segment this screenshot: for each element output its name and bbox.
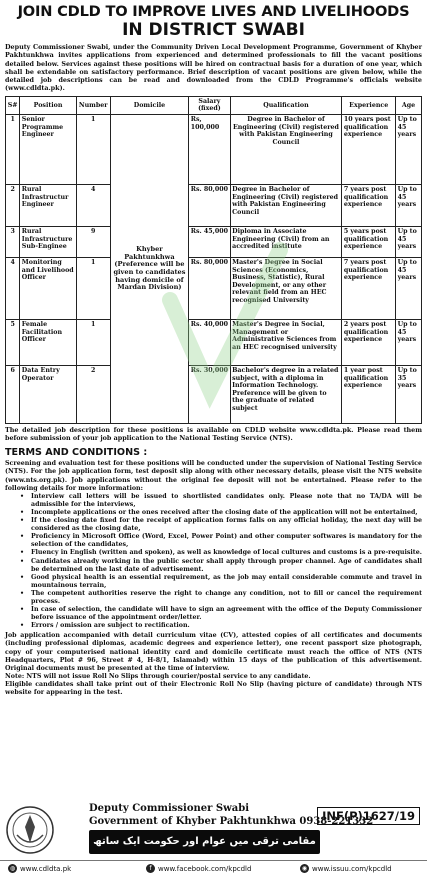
cell-qualification: Degree in Bachelor of Engineering (Civil) registered with Pakistan Engineering Council [230,184,342,226]
issuu-icon: ◉ [301,865,308,872]
cell-sn: 3 [6,226,20,257]
cell-position: Female Facilitation Officer [20,319,77,365]
col-experience: Experience [342,96,396,114]
list-item: • Proficiency in Microsoft Office (Word, Excel, Power Point) and other computer softwares is mandatory for the selection of the candidates, [20,533,422,549]
cell-sn: 1 [6,114,20,184]
cell-position: Monitoring and Livelihood Officer [20,257,77,319]
bullet-icon: • [20,533,25,541]
roll-no-paragraph: Eligible candidates shall take print out of their Electronic Roll No Slip (having picture of candidate) through NTS website for appearing in the test. [5,680,422,696]
cell-number: 1 [76,257,110,319]
cell-sn: 5 [6,319,20,365]
cell-age: Up to 35 years [396,365,422,423]
bullet-icon: • [20,606,25,614]
cell-salary: Rs. 45,000 [189,226,230,257]
bullet-icon: • [20,492,25,500]
reference-number: INF(P)1627/19 [317,807,420,825]
cell-qualification: Diploma in Associate Engineering (Civil) from an accredited institute [230,226,342,257]
list-item: • Good physical health is an essential requirement, as the job may entail considerable commute and travel in mountainous terrain, [20,573,422,589]
list-item: • If the closing date fixed for the receipt of application forms falls on any official holiday, the next day will be considered as the closing date, [20,517,422,533]
bullet-icon: • [20,573,25,581]
bullet-icon: • [20,557,25,565]
list-item: • Interview call letters will be issued to shortlisted candidates only. Please note that no TA/DA will be admissible for the interviews, [20,492,422,508]
cell-number: 1 [76,319,110,365]
bullet-icon: • [20,589,25,597]
footer-bar [0,860,427,876]
col-domicile: Domicile [110,96,189,114]
footer-website[interactable]: ◍ www.cdldta.pk [9,864,72,873]
cell-age: Up to 45 years [396,319,422,365]
cell-number: 4 [76,184,110,226]
cell-number: 1 [76,114,110,184]
col-position: Position [20,96,77,114]
list-item: • Fluency in English (written and spoken), as well as knowledge of local cultures and customs is a pre-requisite. [20,549,422,557]
cell-experience: 1 year post qualification experience [342,365,396,423]
job-description-note: The detailed job description for these positions is available on CDLD website www.cdldta.pk. Please read them before submission of your job application to the National Testing Service (NTS). [5,425,422,443]
cell-position: Data Entry Operator [20,365,77,423]
terms-list [5,493,422,631]
signatory-title: Deputy Commissioner Swabi [89,803,250,814]
list-item: • In case of selection, the candidate will have to sign an agreement with the office of the Deputy Commissioner before issuance of the appointment order/letter. [20,606,422,622]
cell-qualification: Master's Degree in Social Sciences (Economics, Business, Statistic), Rural Development, or any other relevant field from an HEC recognised University [230,257,342,319]
bullet-icon: • [20,517,25,525]
cell-experience: 2 years post qualification experience [342,319,396,365]
cell-salary: Rs. 80,000 [189,257,230,319]
cell-sn: 2 [6,184,20,226]
table-row [6,257,422,319]
cell-salary: Rs. 30,000 [189,365,230,423]
globe-icon: ◍ [9,865,16,872]
bullet-icon: • [20,549,25,557]
cell-position: Rural Infrastructur Engineer [20,184,77,226]
col-number: Number [76,96,110,114]
cell-domicile: Khyber Pakhtunkhwa (Preference will be given to candidates having domicile of Mardan Division) [110,114,189,423]
intro-paragraph: Deputy Commissioner Swabi, under the Community Driven Local Development Programme, Government of Khyber Pakhtunkhwa invites applications from experienced and determined professionals to fill the vacant positions detailed below. Services against these positions will be hired on contractual basis for a duration of one year, which shall be extendable on satisfactory performance. Brief description of vacant positions are given below, while the detailed job descriptions can be read and downloaded from the CDLD Programme's officials website (www.cdldta.pk). [5,43,422,93]
headline: JOIN CDLD TO IMPROVE LIVES AND LIVELIHOODS [17,3,410,20]
footer-facebook[interactable]: f www.facebook.com/kpcdld [146,864,251,873]
cell-experience: 7 years post qualification experience [342,257,396,319]
table-row [6,114,422,184]
cell-experience: 5 years post qualification experience [342,226,396,257]
signature-block [5,803,422,859]
cell-salary: Rs. 40,000 [189,319,230,365]
table-row [6,319,422,365]
list-item: • Incomplete applications or the ones received after the closing date of the application will not be entertained, [20,508,418,516]
terms-heading: TERMS AND CONDITIONS : [5,447,148,459]
terms-intro: Screening and evaluation test for these positions will be conducted under the supervision of National Testing Service (NTS). For the job application form, test deposit slip along with other necessary details, please visit the NTS website (www.nts.org.pk). Job applications without the original fee deposit will not be entertained. Please refer to the following details for more information: [5,460,422,492]
col-age: Age [396,96,422,114]
table-header-row [6,96,422,114]
cell-qualification: Master's Degree in Social, Management or Administrative Sciences from an HEC recognised university [230,319,342,365]
positions-table [5,96,422,424]
table-row [6,226,422,257]
list-item: • Errors / omission are subject to rectification. [20,622,190,630]
cell-qualification: Degree in Bachelor of Engineering (Civil) registered with Pakistan Engineering Council [230,114,342,184]
cell-salary: Rs, 100,000 [189,114,230,184]
nts-note: Note: NTS will not issue Roll No Slips through courier/postal service to any candidate. [5,672,311,680]
headline-district: IN DISTRICT SWABI [122,20,305,40]
signatory-department: Government of Khyber Pakhtunkhwa 0938-221332 [89,816,374,827]
cell-salary: Rs. 80,000 [189,184,230,226]
kp-government-emblem-icon [5,805,55,855]
bullet-icon: • [20,508,25,516]
bullet-icon: • [20,622,25,630]
urdu-slogan-banner: مقامی ترقی میں عوام اور حکومت ایک ساتھ [89,830,320,854]
cell-qualification: Bachelor's degree in a related subject, with a diploma in Information Technology. Preference will be given to the graduate of related subject [230,365,342,423]
cell-sn: 4 [6,257,20,319]
submission-paragraph: Job application accompanied with detail curriculum vitae (CV), attested copies of all certificates and documents (including professional diplomas, academic degrees and experience letter), one recent passport size photograph, copy of your computerised national identity card and domicile certificate must reach the office of NTS (NTS Headquarters, Plot # 96, Street # 4, H-8/1, Islamabd) within 15 days of the publication of this advertisement. Original documents must be presented at the time of interview. [5,632,422,672]
cell-experience: 7 years post qualification experience [342,184,396,226]
list-item: • Candidates already working in the public sector shall apply through proper channel. Age of candidates shall be determined on the last date of advertisement. [20,557,422,573]
cell-age: Up to 45 years [396,184,422,226]
facebook-icon: f [146,864,155,873]
cell-position: Senior Programme Engineer [20,114,77,184]
col-sn: S# [6,96,20,114]
cell-age: Up to 45 years [396,257,422,319]
col-salary: Salary (fixed) [189,96,230,114]
cell-position: Rural Infrastructure Sub-Enginee [20,226,77,257]
footer-issuu[interactable]: ◉ www.issuu.com/kpcdld [301,864,392,873]
list-item: • The competent authorities reserve the right to change any condition, not to fill or cancel the requirement process. [20,589,422,605]
table-row [6,184,422,226]
col-qualification: Qualification [230,96,342,114]
cell-experience: 10 years post qualification experience [342,114,396,184]
cell-number: 9 [76,226,110,257]
cell-age: Up to 45 years [396,114,422,184]
cell-age: Up to 45 years [396,226,422,257]
cell-sn: 6 [6,365,20,423]
table-row [6,365,422,423]
cell-number: 2 [76,365,110,423]
